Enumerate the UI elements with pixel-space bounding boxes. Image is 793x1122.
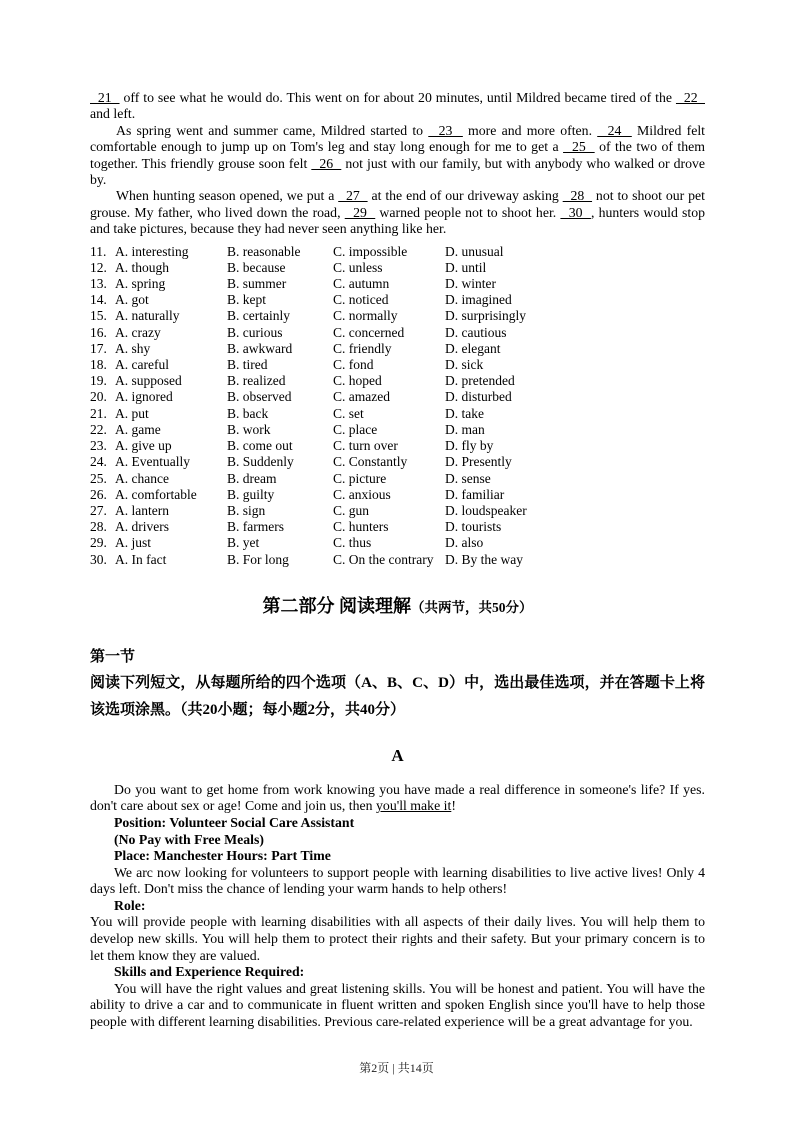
blank-underline: 29: [344, 204, 376, 220]
text-run: (No Pay with Free Meals): [114, 831, 264, 847]
option-c: C. hoped: [333, 373, 382, 389]
option-a: A. naturally: [115, 308, 180, 324]
cloze-question-row: [90, 260, 705, 276]
option-b: B. yet: [227, 535, 260, 551]
passage-paragraph: [90, 914, 705, 964]
option-a: A. comfortable: [115, 486, 197, 502]
option-b: B. reasonable: [227, 243, 301, 259]
question-number: 12.: [90, 259, 107, 275]
passage-paragraph: [90, 815, 705, 832]
passage-label: A: [391, 745, 404, 765]
option-d: D. winter: [445, 276, 496, 292]
option-c: C. gun: [333, 502, 370, 518]
cloze-question-row: [90, 325, 705, 341]
cloze-question-row: [90, 373, 705, 389]
text-run: You will provide people with learning disabilities with all aspects of their daily lives. You will help them to develop new skills. You will help them to protect their rights and their safety. But your primary concern is to let them know they are valued.: [90, 914, 705, 963]
option-b: B. realized: [227, 373, 286, 389]
text-run: As spring went and summer came, Mildred started to: [116, 122, 429, 138]
cloze-question-row: [90, 422, 705, 438]
blank-underline: 26: [311, 155, 342, 171]
option-d: D. man: [445, 421, 485, 437]
option-c: C. impossible: [333, 243, 408, 259]
option-b: B. tired: [227, 357, 268, 373]
text-run: Do you want to get home from work knowing you have made a real difference in someone's life? If yes. don't care about sex or age! Come and join us, then: [90, 781, 705, 814]
option-b: B. come out: [227, 438, 293, 454]
option-c: C. autumn: [333, 276, 390, 292]
question-number: 23.: [90, 438, 107, 454]
option-a: A. got: [115, 292, 149, 308]
blank-underline: you'll make it: [376, 798, 452, 814]
option-d: D. elegant: [445, 340, 501, 356]
cloze-passage: [90, 90, 705, 238]
option-b: B. awkward: [227, 340, 293, 356]
passage-paragraph: [90, 964, 705, 981]
option-b: B. For long: [227, 551, 289, 567]
cloze-question-row: [90, 487, 705, 503]
text-run: Skills and Experience Required:: [114, 964, 305, 980]
question-number: 21.: [90, 405, 107, 421]
cloze-question-row: [90, 357, 705, 373]
option-c: C. turn over: [333, 438, 398, 454]
text-run: Mildred felt comfortable enough to jump up on Tom's leg and stay long enough for me to get a: [90, 122, 706, 155]
option-d: D. pretended: [445, 373, 515, 389]
option-d: D. sick: [445, 357, 484, 373]
option-c: C. amazed: [333, 389, 390, 405]
option-c: C. thus: [333, 535, 372, 551]
question-number: 25.: [90, 470, 107, 486]
option-c: C. noticed: [333, 292, 389, 308]
option-d: D. until: [445, 259, 487, 275]
cloze-question-list: [90, 244, 705, 568]
cloze-paragraph: [90, 123, 705, 189]
question-number: 20.: [90, 389, 107, 405]
question-number: 18.: [90, 357, 107, 373]
blank-underline: 28: [562, 188, 593, 204]
section-title-sub: （共两节，共50分）: [411, 599, 533, 615]
option-a: A. spring: [115, 276, 166, 292]
option-d: D. cautious: [445, 324, 507, 340]
option-d: D. surprisingly: [445, 308, 526, 324]
blank-underline: 24: [597, 122, 632, 138]
question-number: 14.: [90, 292, 107, 308]
blank-underline: 22: [675, 90, 705, 105]
text-run: , hunters would stop and take pictures, because they had never seen anything like her.: [90, 204, 706, 237]
option-d: D. Presently: [445, 454, 512, 470]
passage-a: [90, 782, 705, 1031]
section-title: [90, 592, 705, 619]
option-c: C. fond: [333, 357, 374, 373]
option-b: B. curious: [227, 324, 283, 340]
question-number: 15.: [90, 308, 107, 324]
option-b: B. work: [227, 421, 271, 437]
option-d: D. fly by: [445, 438, 494, 454]
option-a: A. In fact: [115, 551, 167, 567]
option-a: A. just: [115, 535, 152, 551]
option-b: B. certainly: [227, 308, 290, 324]
passage-paragraph: [90, 865, 705, 898]
cloze-question-row: [90, 552, 705, 568]
option-b: B. kept: [227, 292, 266, 308]
option-d: D. unusual: [445, 243, 504, 259]
option-b: B. Suddenly: [227, 454, 294, 470]
option-c: C. unless: [333, 259, 383, 275]
blank-underline: 25: [563, 139, 595, 155]
text-run: !: [451, 798, 456, 814]
option-a: A. shy: [115, 340, 151, 356]
text-run: You will have the right values and great listening skills. You will be honest and patient. You will have the ability to drive a car and to communicate in fluent written and spoken English since you'll have to help those people with different learning disabilities. Previous care-related experience will be a great advantage for you.: [90, 980, 705, 1030]
cloze-question-row: [90, 308, 705, 324]
reading-instructions: 阅读下列短文，从每题所给的四个选项（A、B、C、D）中，选出最佳选项，并在答题卡上将该选项涂黑。（共20小题；每小题2分，共40分）: [90, 674, 705, 718]
cloze-question-row: [90, 438, 705, 454]
option-a: A. supposed: [115, 373, 182, 389]
text-run: When hunting season opened, we put a: [116, 188, 339, 204]
option-a: A. ignored: [115, 389, 173, 405]
passage-paragraph: [90, 832, 705, 849]
passage-paragraph: [90, 898, 705, 915]
section-title-main: 第二部分 阅读理解: [262, 595, 411, 616]
option-b: B. guilty: [227, 486, 275, 502]
option-a: A. Eventually: [115, 454, 190, 470]
option-b: B. observed: [227, 389, 292, 405]
blank-underline: 23: [428, 122, 463, 138]
text-run: Role:: [114, 897, 146, 913]
text-run: at the end of our driveway asking: [367, 188, 563, 204]
text-run: Place: Manchester Hours: Part Time: [114, 848, 331, 864]
option-c: C. friendly: [333, 340, 392, 356]
option-a: A. chance: [115, 470, 169, 486]
option-d: D. take: [445, 405, 484, 421]
text-run: not to shoot our pet grouse. My father, who lived down the road,: [90, 188, 705, 220]
cloze-question-row: [90, 341, 705, 357]
option-d: D. sense: [445, 470, 491, 486]
option-d: D. also: [445, 535, 484, 551]
option-a: A. drivers: [115, 519, 169, 535]
option-a: A. lantern: [115, 502, 169, 518]
option-d: D. imagined: [445, 292, 512, 308]
cloze-question-row: [90, 519, 705, 535]
option-a: A. give up: [115, 438, 172, 454]
option-c: C. normally: [333, 308, 398, 324]
option-b: B. back: [227, 405, 269, 421]
option-a: A. put: [115, 405, 149, 421]
cloze-question-row: [90, 535, 705, 551]
question-number: 28.: [90, 519, 107, 535]
text-run: warned people not to shoot her.: [375, 204, 561, 220]
cloze-question-row: [90, 389, 705, 405]
option-d: D. familiar: [445, 486, 505, 502]
question-number: 26.: [90, 486, 107, 502]
question-number: 11.: [90, 243, 107, 259]
question-number: 24.: [90, 454, 107, 470]
option-a: A. though: [115, 259, 169, 275]
option-b: B. summer: [227, 276, 287, 292]
blank-underline: 30: [560, 204, 591, 220]
question-number: 22.: [90, 421, 107, 437]
passage-paragraph: [90, 782, 705, 815]
blank-underline: 21: [90, 90, 120, 105]
question-number: 30.: [90, 551, 107, 567]
passage-paragraph: [90, 848, 705, 865]
option-d: D. disturbed: [445, 389, 512, 405]
option-d: D. tourists: [445, 519, 502, 535]
question-number: 29.: [90, 535, 107, 551]
cloze-paragraph: [90, 188, 705, 237]
option-c: C. place: [333, 421, 378, 437]
question-number: 17.: [90, 340, 107, 356]
text-run: and left.: [90, 106, 136, 122]
option-a: A. interesting: [115, 243, 189, 259]
cloze-question-row: [90, 276, 705, 292]
question-number: 13.: [90, 276, 107, 292]
option-a: A. crazy: [115, 324, 161, 340]
cloze-question-row: [90, 244, 705, 260]
cloze-paragraph: [90, 90, 705, 123]
option-a: A. careful: [115, 357, 169, 373]
text-run: off to see what he would do. This went on for about 20 minutes, until Mildred became tired of the: [119, 90, 676, 105]
option-b: B. farmers: [227, 519, 284, 535]
text-run: not just with our family, but with anybody who walked or drove by.: [90, 155, 706, 188]
text-run: of the two of them together. This friendly grouse soon felt: [90, 139, 706, 171]
option-d: D. By the way: [445, 551, 523, 567]
option-c: C. hunters: [333, 519, 389, 535]
page-footer: 第2页 | 共14页: [359, 1061, 434, 1075]
text-run: more and more often.: [462, 122, 598, 138]
passage-paragraph: [90, 981, 705, 1031]
option-c: C. On the contrary: [333, 551, 434, 567]
cloze-question-row: [90, 471, 705, 487]
cloze-question-row: [90, 406, 705, 422]
blank-underline: 27: [338, 188, 368, 204]
cloze-question-row: [90, 503, 705, 519]
option-a: A. game: [115, 421, 161, 437]
subsection-heading: 第一节: [90, 648, 136, 665]
text-run: We arc now looking for volunteers to support people with learning disabilities to live active lives! Only 4 days left. Don't miss the chance of lending your warm hands to help others!: [90, 864, 705, 897]
option-c: C. picture: [333, 470, 387, 486]
text-run: Position: Volunteer Social Care Assistant: [114, 814, 355, 830]
option-b: B. sign: [227, 502, 266, 518]
cloze-question-row: [90, 454, 705, 470]
option-d: D. loudspeaker: [445, 502, 527, 518]
cloze-question-row: [90, 292, 705, 308]
option-b: B. because: [227, 259, 286, 275]
option-b: B. dream: [227, 470, 277, 486]
option-c: C. set: [333, 405, 364, 421]
option-c: C. concerned: [333, 324, 405, 340]
question-number: 27.: [90, 502, 107, 518]
option-c: C. anxious: [333, 486, 391, 502]
question-number: 19.: [90, 373, 107, 389]
option-c: C. Constantly: [333, 454, 408, 470]
question-number: 16.: [90, 324, 107, 340]
